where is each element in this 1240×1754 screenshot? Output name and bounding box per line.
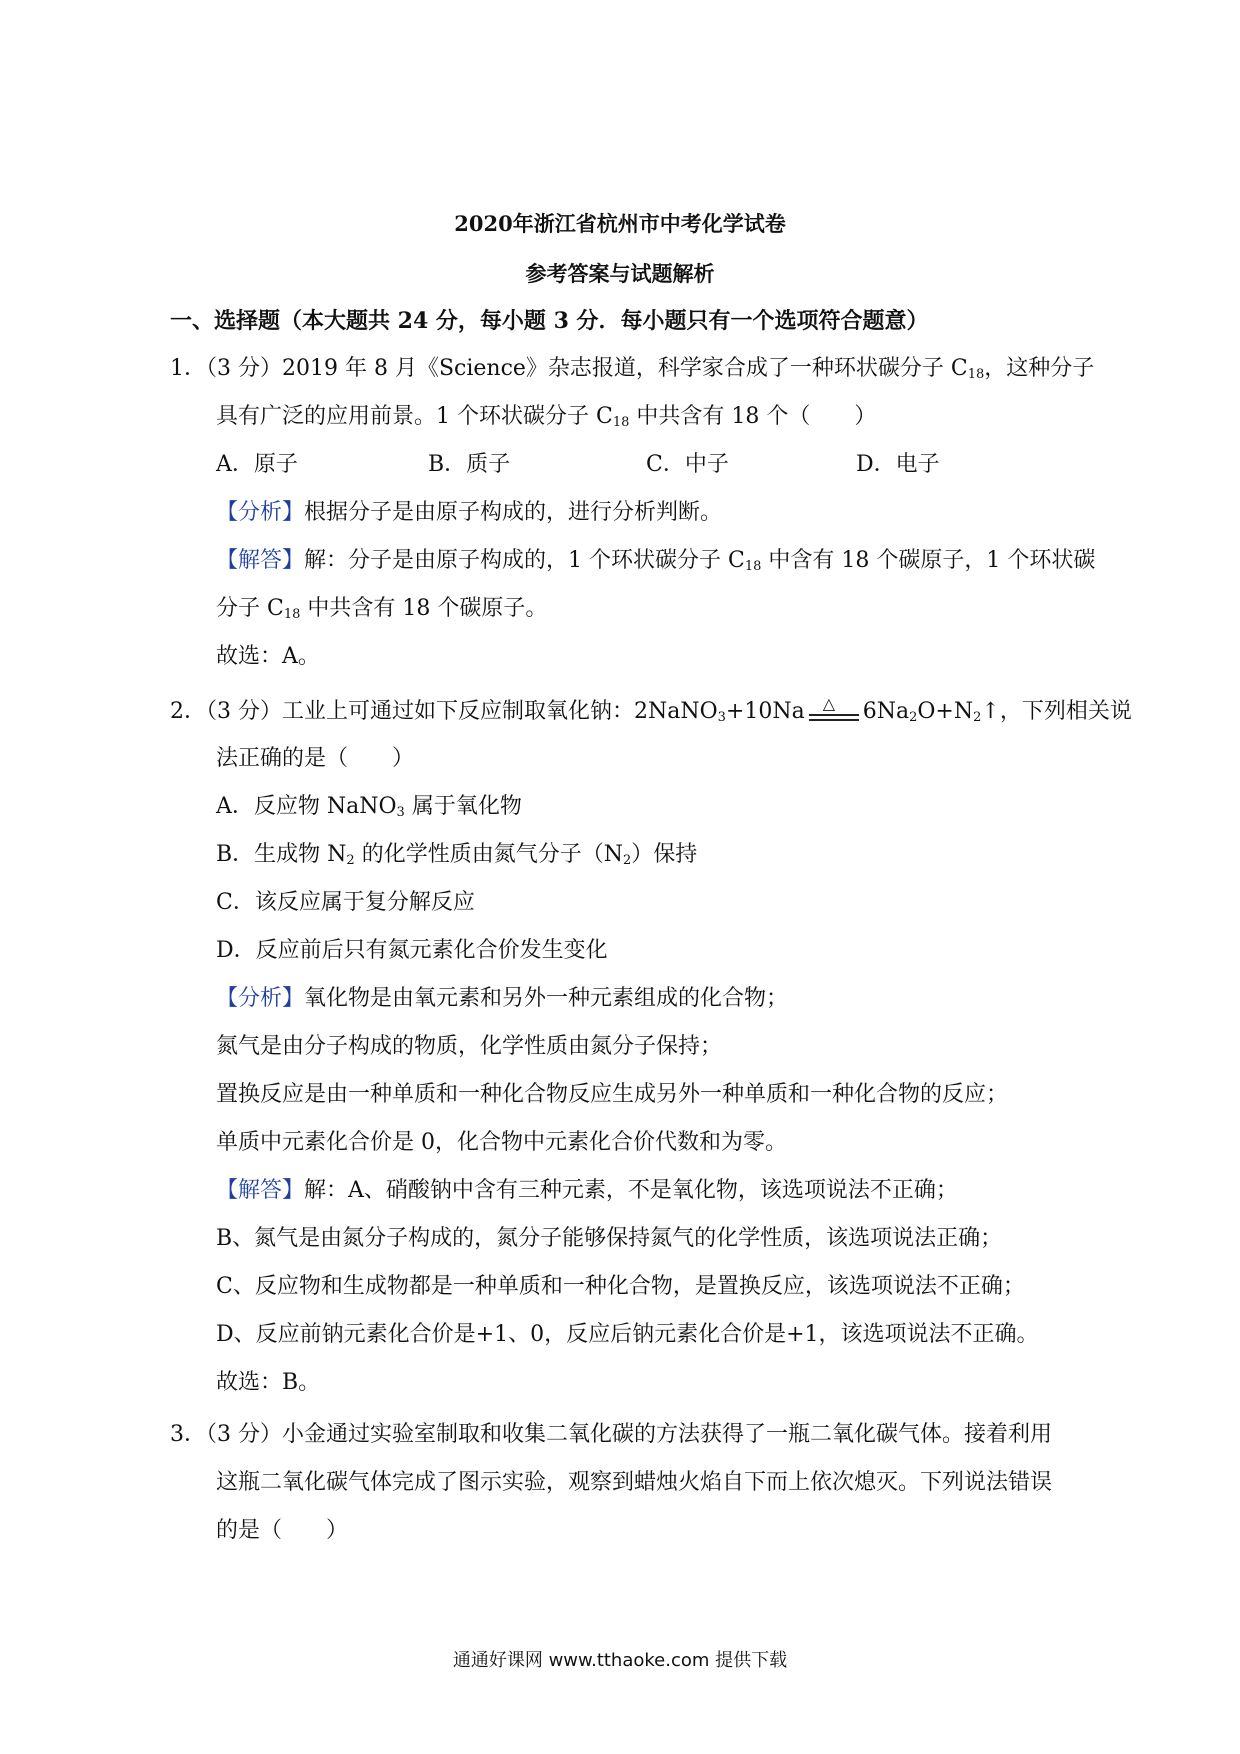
question-2-choice: 故选：B。 — [216, 1370, 321, 1395]
document-title: 2020年浙江省杭州市中考化学试卷 — [454, 211, 786, 236]
question-2-option-d: D．反应前后只有氮元素化合价发生变化 — [216, 938, 608, 963]
question-2-stem-line-1: 2．（3 分）工业上可通过如下反应制取氧化钠：2NaNO$_3$+10Na △ $6Na_2O+N_2↑$，下列相关说 — [170, 694, 1132, 725]
question-1-stem-line-1: 1．（3 分）2019 年 8 月《Science》杂志报道，科学家合成了一种环状碳分子 $C_{18}$，这种分子 — [170, 356, 1095, 382]
answer-tag: 【解答】 — [216, 1178, 305, 1203]
question-1-answer-line-1: 【解答】解：分子是由原子构成的，1 个环状碳分子 $C_{18}$ 中含有 18 个碳原子，1 个环状碳 — [216, 548, 1096, 574]
analysis-tag: 【分析】 — [216, 986, 305, 1011]
question-3-stem-line-1: 3．（3 分）小金通过实验室制取和收集二氧化碳的方法获得了一瓶二氧化碳气体。接着利用 — [170, 1422, 1052, 1447]
question-2-option-c: C．该反应属于复分解反应 — [216, 890, 475, 915]
question-2-option-b: B．生成物 $N_2$ 的化学性质由氮气分子$(N_2)$保持 — [216, 842, 698, 868]
analysis-tag: 【分析】 — [216, 500, 305, 525]
question-3-stem-line-2: 这瓶二氧化碳气体完成了图示实验，观察到蜡烛火焰自下而上依次熄灭。下列说法错误 — [216, 1470, 1053, 1495]
question-2-answer-line-2: B、氮气是由氮分子构成的，氮分子能够保持氮气的化学性质，该选项说法正确； — [216, 1226, 1003, 1251]
question-3-stem-line-3: 的是（ ） — [216, 1518, 349, 1543]
question-2-analysis-line-3: 置换反应是由一种单质和一种化合物反应生成另外一种单质和一种化合物的反应； — [216, 1082, 1009, 1107]
question-2-answer-line-1: 【解答】解：A、硝酸钠中含有三种元素，不是氧化物，该选项说法不正确； — [216, 1178, 958, 1203]
question-1-option-b: B．质子 — [428, 452, 511, 477]
question-1-answer-line-2: 分子 $C_{18}$ 中共含有 18 个碳原子。 — [216, 596, 548, 622]
question-1-option-c: C．中子 — [646, 452, 729, 477]
question-1-stem-line-2: 具有广泛的应用前景。1 个环状碳分子 $C_{18}$ 中共含有 18 个（ ） — [216, 404, 877, 430]
question-2-answer-line-3: C、反应物和生成物都是一种单质和一种化合物，是置换反应，该选项说法不正确； — [216, 1274, 1025, 1299]
question-2-analysis-line-4: 单质中元素化合价是 0，化合物中元素化合价代数和为零。 — [216, 1130, 787, 1155]
question-2-option-a: A．反应物 NaNO$_3$ 属于氧化物 — [216, 794, 522, 820]
question-1-option-a: A．原子 — [216, 452, 298, 477]
question-2-analysis-line-2: 氮气是由分子构成的物质，化学性质由氮分子保持； — [216, 1034, 723, 1059]
document-subtitle: 参考答案与试题解析 — [525, 261, 715, 286]
question-1-option-d: D．电子 — [856, 452, 940, 477]
question-1-choice: 故选：A。 — [216, 644, 320, 669]
page-footer: 通通好课网 www.tthaoke.com 提供下载 — [452, 1650, 788, 1671]
heating-condition-sign: △ — [805, 696, 863, 724]
question-1-analysis: 【分析】根据分子是由原子构成的，进行分析判断。 — [216, 500, 723, 525]
section-heading: 一、选择题（本大题共 24 分，每小题 3 分．每小题只有一个选项符合题意） — [170, 308, 929, 334]
question-2-analysis-line-1: 【分析】氧化物是由氧元素和另外一种元素组成的化合物； — [216, 986, 789, 1011]
question-2-answer-line-4: D、反应前钠元素化合价是+1、0，反应后钠元素化合价是+1，该选项说法不正确。 — [216, 1322, 1039, 1347]
question-2-stem-line-2: 法正确的是（ ） — [216, 746, 415, 771]
answer-tag: 【解答】 — [216, 548, 305, 573]
